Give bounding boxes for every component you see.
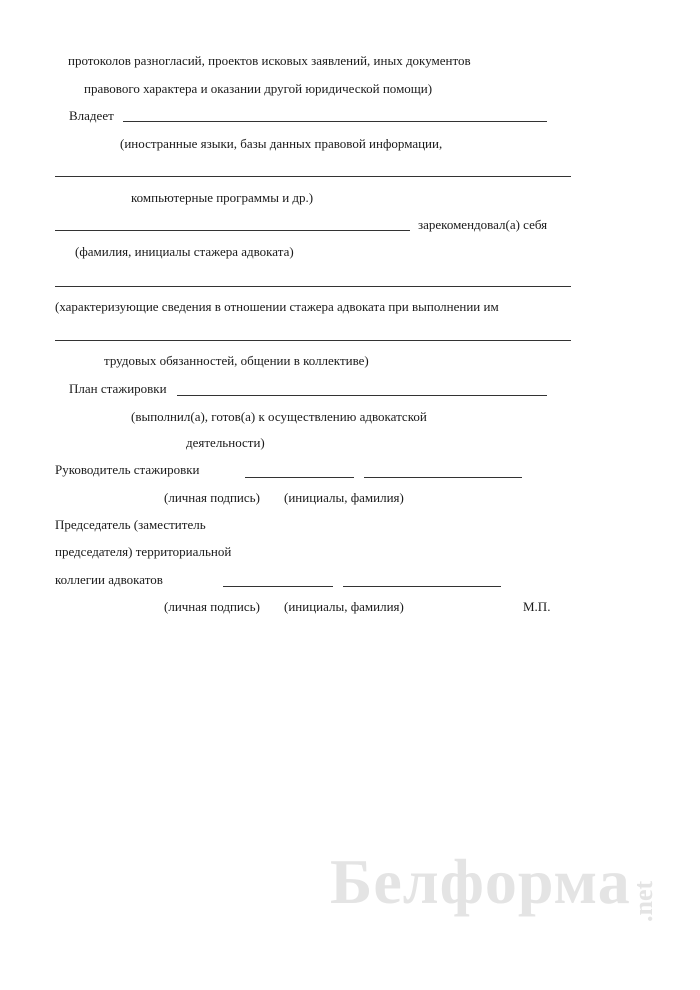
chair-label-line-3: коллегии адвокатов bbox=[55, 572, 163, 587]
stamp-place: М.П. bbox=[523, 599, 551, 614]
watermark-suffix: .net bbox=[629, 880, 658, 922]
supervisor-label: Руководитель стажировки bbox=[55, 462, 200, 477]
plan-field[interactable] bbox=[177, 395, 547, 396]
owns-label: Владеет bbox=[69, 108, 114, 123]
text-line-1: протоколов разногласий, проектов исковых заявлений, иных документов bbox=[68, 53, 471, 68]
chair-label-line-1: Председатель (заместитель bbox=[55, 517, 206, 532]
text-line-2: правового характера и оказании другой юридической помощи) bbox=[84, 81, 433, 96]
characteristics-field-2[interactable] bbox=[55, 340, 571, 341]
characteristics-field-1[interactable] bbox=[55, 286, 571, 287]
belforma-watermark bbox=[330, 842, 670, 942]
chair-label-line-2: председателя) территориальной bbox=[55, 544, 232, 559]
supervisor-name-field[interactable] bbox=[364, 477, 522, 478]
trainee-name-field[interactable] bbox=[55, 230, 410, 231]
recommended-label: зарекомендовал(а) себя bbox=[418, 217, 548, 232]
supervisor-name-hint: (инициалы, фамилия) bbox=[284, 490, 404, 505]
owns-field[interactable] bbox=[123, 121, 547, 122]
characteristics-hint-2: трудовых обязанностей, общении в коллективе) bbox=[104, 353, 369, 368]
plan-label: План стажировки bbox=[69, 381, 167, 396]
chair-name-field[interactable] bbox=[343, 586, 501, 587]
supervisor-signature-hint: (личная подпись) bbox=[164, 490, 260, 505]
owns-hint-1: (иностранные языки, базы данных правовой информации, bbox=[120, 136, 443, 151]
trainee-hint: (фамилия, инициалы стажера адвоката) bbox=[75, 244, 294, 259]
supervisor-signature-field[interactable] bbox=[245, 477, 354, 478]
plan-hint-2: деятельности) bbox=[186, 435, 265, 450]
chair-signature-field[interactable] bbox=[223, 586, 333, 587]
plan-hint-1: (выполнил(а), готов(а) к осуществлению адвокатской bbox=[131, 409, 427, 424]
chair-name-hint: (инициалы, фамилия) bbox=[284, 599, 404, 614]
chair-signature-hint: (личная подпись) bbox=[164, 599, 260, 614]
owns-hint-2: компьютерные программы и др.) bbox=[131, 190, 314, 205]
owns-field-continued[interactable] bbox=[55, 176, 571, 177]
characteristics-hint-1: (характеризующие сведения в отношении стажера адвоката при выполнении им bbox=[55, 299, 499, 314]
watermark-text: Белформа bbox=[330, 846, 631, 917]
